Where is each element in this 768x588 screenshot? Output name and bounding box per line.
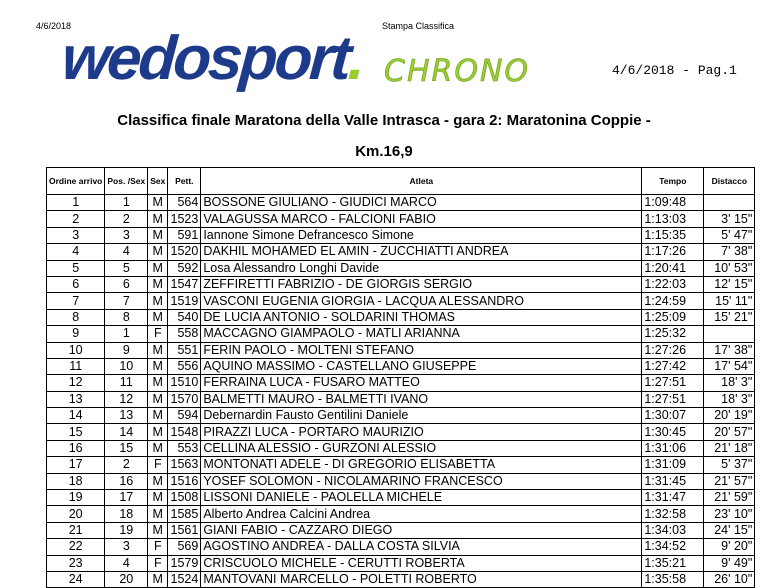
pett-cell: 594	[168, 408, 201, 424]
table-row	[47, 506, 755, 522]
table-row	[47, 195, 755, 211]
logo-chrono: CHRONO	[384, 54, 531, 89]
atleta-cell: GIANI FABIO - CAZZARO DIEGO	[201, 522, 642, 538]
atleta-cell: LISSONI DANIELE - PAOLELLA MICHELE	[201, 490, 642, 506]
print-date: 4/6/2018	[36, 21, 72, 31]
sex-cell: M	[148, 571, 168, 587]
pett-cell: 1508	[168, 490, 201, 506]
table-row	[47, 473, 755, 489]
table-row	[47, 391, 755, 407]
tempo-cell: 1:25:32	[642, 326, 704, 342]
ordine-cell: 6	[47, 276, 105, 292]
atleta-cell: FERRAINA LUCA - FUSARO MATTEO	[201, 375, 642, 391]
distacco-cell: 9' 20"	[704, 539, 755, 555]
pett-cell: 564	[168, 195, 201, 211]
distacco-cell: 23' 10"	[704, 506, 755, 522]
pett-cell: 1523	[168, 211, 201, 227]
pos-sex-cell: 15	[105, 440, 148, 456]
ordine-cell: 17	[47, 457, 105, 473]
atleta-cell: VASCONI EUGENIA GIORGIA - LACQUA ALESSANDRO	[201, 293, 642, 309]
sex-cell: M	[148, 276, 168, 292]
atleta-cell: Iannone Simone Defrancesco Simone	[201, 227, 642, 243]
ordine-cell: 10	[47, 342, 105, 358]
pett-cell: 551	[168, 342, 201, 358]
atleta-cell: DAKHIL MOHAMED EL AMIN - ZUCCHIATTI ANDREA	[201, 244, 642, 260]
col-distacco-header: Distacco	[704, 168, 755, 195]
tempo-cell: 1:30:45	[642, 424, 704, 440]
atleta-cell: YOSEF SOLOMON - NICOLAMARINO FRANCESCO	[201, 473, 642, 489]
sex-cell: M	[148, 490, 168, 506]
pett-cell: 1561	[168, 522, 201, 538]
pos-sex-cell: 1	[105, 195, 148, 211]
table-row	[47, 555, 755, 571]
pos-sex-cell: 11	[105, 375, 148, 391]
ordine-cell: 2	[47, 211, 105, 227]
pett-cell: 540	[168, 309, 201, 325]
table-row	[47, 522, 755, 538]
distacco-cell: 5' 37"	[704, 457, 755, 473]
pett-cell: 1548	[168, 424, 201, 440]
tempo-cell: 1:27:51	[642, 391, 704, 407]
ordine-cell: 16	[47, 440, 105, 456]
pos-sex-cell: 14	[105, 424, 148, 440]
table-row	[47, 539, 755, 555]
distacco-cell: 15' 11"	[704, 293, 755, 309]
col-pett-header: Pett.	[168, 168, 201, 195]
pos-sex-cell: 2	[105, 211, 148, 227]
ordine-cell: 1	[47, 195, 105, 211]
table-row	[47, 358, 755, 374]
tempo-cell: 1:34:03	[642, 522, 704, 538]
pos-sex-cell: 16	[105, 473, 148, 489]
distacco-cell: 21' 59"	[704, 490, 755, 506]
table-header-row	[47, 168, 755, 195]
distacco-cell: 3' 15"	[704, 211, 755, 227]
ordine-cell: 18	[47, 473, 105, 489]
sex-cell: M	[148, 244, 168, 260]
table-row	[47, 276, 755, 292]
pett-cell: 1516	[168, 473, 201, 489]
pos-sex-cell: 13	[105, 408, 148, 424]
sex-cell: M	[148, 293, 168, 309]
pos-sex-cell: 19	[105, 522, 148, 538]
pos-sex-cell: 2	[105, 457, 148, 473]
tempo-cell: 1:22:03	[642, 276, 704, 292]
pett-cell: 1520	[168, 244, 201, 260]
table-row	[47, 342, 755, 358]
atleta-cell: CRISCUOLO MICHELE - CERUTTI ROBERTA	[201, 555, 642, 571]
sex-cell: M	[148, 260, 168, 276]
pett-cell: 1510	[168, 375, 201, 391]
tempo-cell: 1:35:58	[642, 571, 704, 587]
pett-cell: 558	[168, 326, 201, 342]
sex-cell: M	[148, 424, 168, 440]
distacco-cell: 7' 38"	[704, 244, 755, 260]
ordine-cell: 11	[47, 358, 105, 374]
ordine-cell: 13	[47, 391, 105, 407]
tempo-cell: 1:25:09	[642, 309, 704, 325]
pos-sex-cell: 17	[105, 490, 148, 506]
pos-sex-cell: 10	[105, 358, 148, 374]
sex-cell: M	[148, 408, 168, 424]
table-row	[47, 490, 755, 506]
page-subtitle: Km.16,9	[355, 143, 413, 160]
sex-cell: M	[148, 227, 168, 243]
sex-cell: M	[148, 342, 168, 358]
tempo-cell: 1:09:48	[642, 195, 704, 211]
distacco-cell: 20' 19"	[704, 408, 755, 424]
tempo-cell: 1:32:58	[642, 506, 704, 522]
distacco-cell: 18' 3"	[704, 391, 755, 407]
ordine-cell: 5	[47, 260, 105, 276]
pett-cell: 556	[168, 358, 201, 374]
pos-sex-cell: 9	[105, 342, 148, 358]
ordine-cell: 20	[47, 506, 105, 522]
ordine-cell: 14	[47, 408, 105, 424]
ordine-cell: 24	[47, 571, 105, 587]
sex-cell: M	[148, 309, 168, 325]
atleta-cell: VALAGUSSA MARCO - FALCIONI FABIO	[201, 211, 642, 227]
tempo-cell: 1:31:09	[642, 457, 704, 473]
ordine-cell: 12	[47, 375, 105, 391]
page-title: Classifica finale Maratona della Valle Intrasca - gara 2: Maratonina Coppie -	[117, 112, 651, 129]
logo-wordmark: wedosport.	[59, 24, 366, 93]
page-info: 4/6/2018 - Pag.1	[612, 63, 737, 78]
col-ordine-header: Ordine arrivo	[47, 168, 105, 195]
sex-cell: M	[148, 375, 168, 391]
distacco-cell: 12' 15"	[704, 276, 755, 292]
sex-cell: F	[148, 555, 168, 571]
pett-cell: 1519	[168, 293, 201, 309]
sex-cell: M	[148, 211, 168, 227]
atleta-cell: MONTONATI ADELE - DI GREGORIO ELISABETTA	[201, 457, 642, 473]
sex-cell: M	[148, 522, 168, 538]
atleta-cell: FERIN PAOLO - MOLTENI STEFANO	[201, 342, 642, 358]
tempo-cell: 1:27:51	[642, 375, 704, 391]
ordine-cell: 15	[47, 424, 105, 440]
distacco-cell: 9' 49"	[704, 555, 755, 571]
pos-sex-cell: 4	[105, 244, 148, 260]
document-label: Stampa Classifica	[382, 21, 455, 31]
tempo-cell: 1:31:47	[642, 490, 704, 506]
pos-sex-cell: 18	[105, 506, 148, 522]
distacco-cell: 20' 57"	[704, 424, 755, 440]
table-row	[47, 211, 755, 227]
pos-sex-cell: 6	[105, 276, 148, 292]
tempo-cell: 1:20:41	[642, 260, 704, 276]
pos-sex-cell: 3	[105, 539, 148, 555]
atleta-cell: Alberto Andrea Calcini Andrea	[201, 506, 642, 522]
table-row	[47, 244, 755, 260]
table-row	[47, 424, 755, 440]
table-row	[47, 260, 755, 276]
atleta-cell: BOSSONE GIULIANO - GIUDICI MARCO	[201, 195, 642, 211]
sex-cell: M	[148, 358, 168, 374]
atleta-cell: CELLINA ALESSIO - GURZONI ALESSIO	[201, 440, 642, 456]
distacco-cell: 18' 3"	[704, 375, 755, 391]
atleta-cell: PIRAZZI LUCA - PORTARO MAURIZIO	[201, 424, 642, 440]
atleta-cell: MACCAGNO GIAMPAOLO - MATLI ARIANNA	[201, 326, 642, 342]
sex-cell: M	[148, 473, 168, 489]
pett-cell: 1579	[168, 555, 201, 571]
tempo-cell: 1:34:52	[642, 539, 704, 555]
pett-cell: 1585	[168, 506, 201, 522]
results-body	[47, 195, 755, 588]
pett-cell: 1547	[168, 276, 201, 292]
distacco-cell: 26' 10"	[704, 571, 755, 587]
pos-sex-cell: 5	[105, 260, 148, 276]
atleta-cell: DE LUCIA ANTONIO - SOLDARINI THOMAS	[201, 309, 642, 325]
distacco-cell: 10' 53"	[704, 260, 755, 276]
pos-sex-cell: 1	[105, 326, 148, 342]
ordine-cell: 9	[47, 326, 105, 342]
sex-cell: M	[148, 195, 168, 211]
pos-sex-cell: 20	[105, 571, 148, 587]
ordine-cell: 7	[47, 293, 105, 309]
distacco-cell: 17' 54"	[704, 358, 755, 374]
table-row	[47, 227, 755, 243]
tempo-cell: 1:15:35	[642, 227, 704, 243]
col-pos-header: Pos. /Sex	[105, 168, 148, 195]
table-row	[47, 408, 755, 424]
tempo-cell: 1:30:07	[642, 408, 704, 424]
pett-cell: 591	[168, 227, 201, 243]
tempo-cell: 1:27:42	[642, 358, 704, 374]
ordine-cell: 19	[47, 490, 105, 506]
atleta-cell: ZEFFIRETTI FABRIZIO - DE GIORGIS SERGIO	[201, 276, 642, 292]
col-atleta-header: Atleta	[201, 168, 642, 195]
ordine-cell: 23	[47, 555, 105, 571]
table-row	[47, 326, 755, 342]
atleta-cell: MANTOVANI MARCELLO - POLETTI ROBERTO	[201, 571, 642, 587]
ordine-cell: 3	[47, 227, 105, 243]
table-row	[47, 293, 755, 309]
table-row	[47, 440, 755, 456]
pos-sex-cell: 7	[105, 293, 148, 309]
atleta-cell: AGOSTINO ANDREA - DALLA COSTA SILVIA	[201, 539, 642, 555]
sex-cell: M	[148, 391, 168, 407]
distacco-cell: 21' 18"	[704, 440, 755, 456]
sex-cell: M	[148, 506, 168, 522]
distacco-cell	[704, 326, 755, 342]
atleta-cell: BALMETTI MAURO - BALMETTI IVANO	[201, 391, 642, 407]
pett-cell: 1524	[168, 571, 201, 587]
table-row	[47, 375, 755, 391]
pos-sex-cell: 3	[105, 227, 148, 243]
pett-cell: 592	[168, 260, 201, 276]
distacco-cell: 17' 38"	[704, 342, 755, 358]
pett-cell: 1570	[168, 391, 201, 407]
ordine-cell: 4	[47, 244, 105, 260]
sex-cell: F	[148, 457, 168, 473]
sex-cell: F	[148, 326, 168, 342]
tempo-cell: 1:24:59	[642, 293, 704, 309]
pos-sex-cell: 12	[105, 391, 148, 407]
pett-cell: 569	[168, 539, 201, 555]
tempo-cell: 1:13:03	[642, 211, 704, 227]
col-tempo-header: Tempo	[642, 168, 704, 195]
atleta-cell: Debernardin Fausto Gentilini Daniele	[201, 408, 642, 424]
pos-sex-cell: 4	[105, 555, 148, 571]
atleta-cell: Losa Alessandro Longhi Davide	[201, 260, 642, 276]
distacco-cell	[704, 195, 755, 211]
tempo-cell: 1:27:26	[642, 342, 704, 358]
distacco-cell: 5' 47"	[704, 227, 755, 243]
tempo-cell: 1:31:45	[642, 473, 704, 489]
tempo-cell: 1:31:06	[642, 440, 704, 456]
atleta-cell: AQUINO MASSIMO - CASTELLANO GIUSEPPE	[201, 358, 642, 374]
ordine-cell: 22	[47, 539, 105, 555]
distacco-cell: 15' 21"	[704, 309, 755, 325]
results-table	[46, 167, 755, 588]
table-row	[47, 309, 755, 325]
table-row	[47, 457, 755, 473]
ordine-cell: 21	[47, 522, 105, 538]
tempo-cell: 1:35:21	[642, 555, 704, 571]
tempo-cell: 1:17:26	[642, 244, 704, 260]
ordine-cell: 8	[47, 309, 105, 325]
distacco-cell: 21' 57"	[704, 473, 755, 489]
sex-cell: F	[148, 539, 168, 555]
col-sex-header: Sex	[148, 168, 168, 195]
pos-sex-cell: 8	[105, 309, 148, 325]
sex-cell: M	[148, 440, 168, 456]
distacco-cell: 24' 15"	[704, 522, 755, 538]
pett-cell: 1563	[168, 457, 201, 473]
pett-cell: 553	[168, 440, 201, 456]
